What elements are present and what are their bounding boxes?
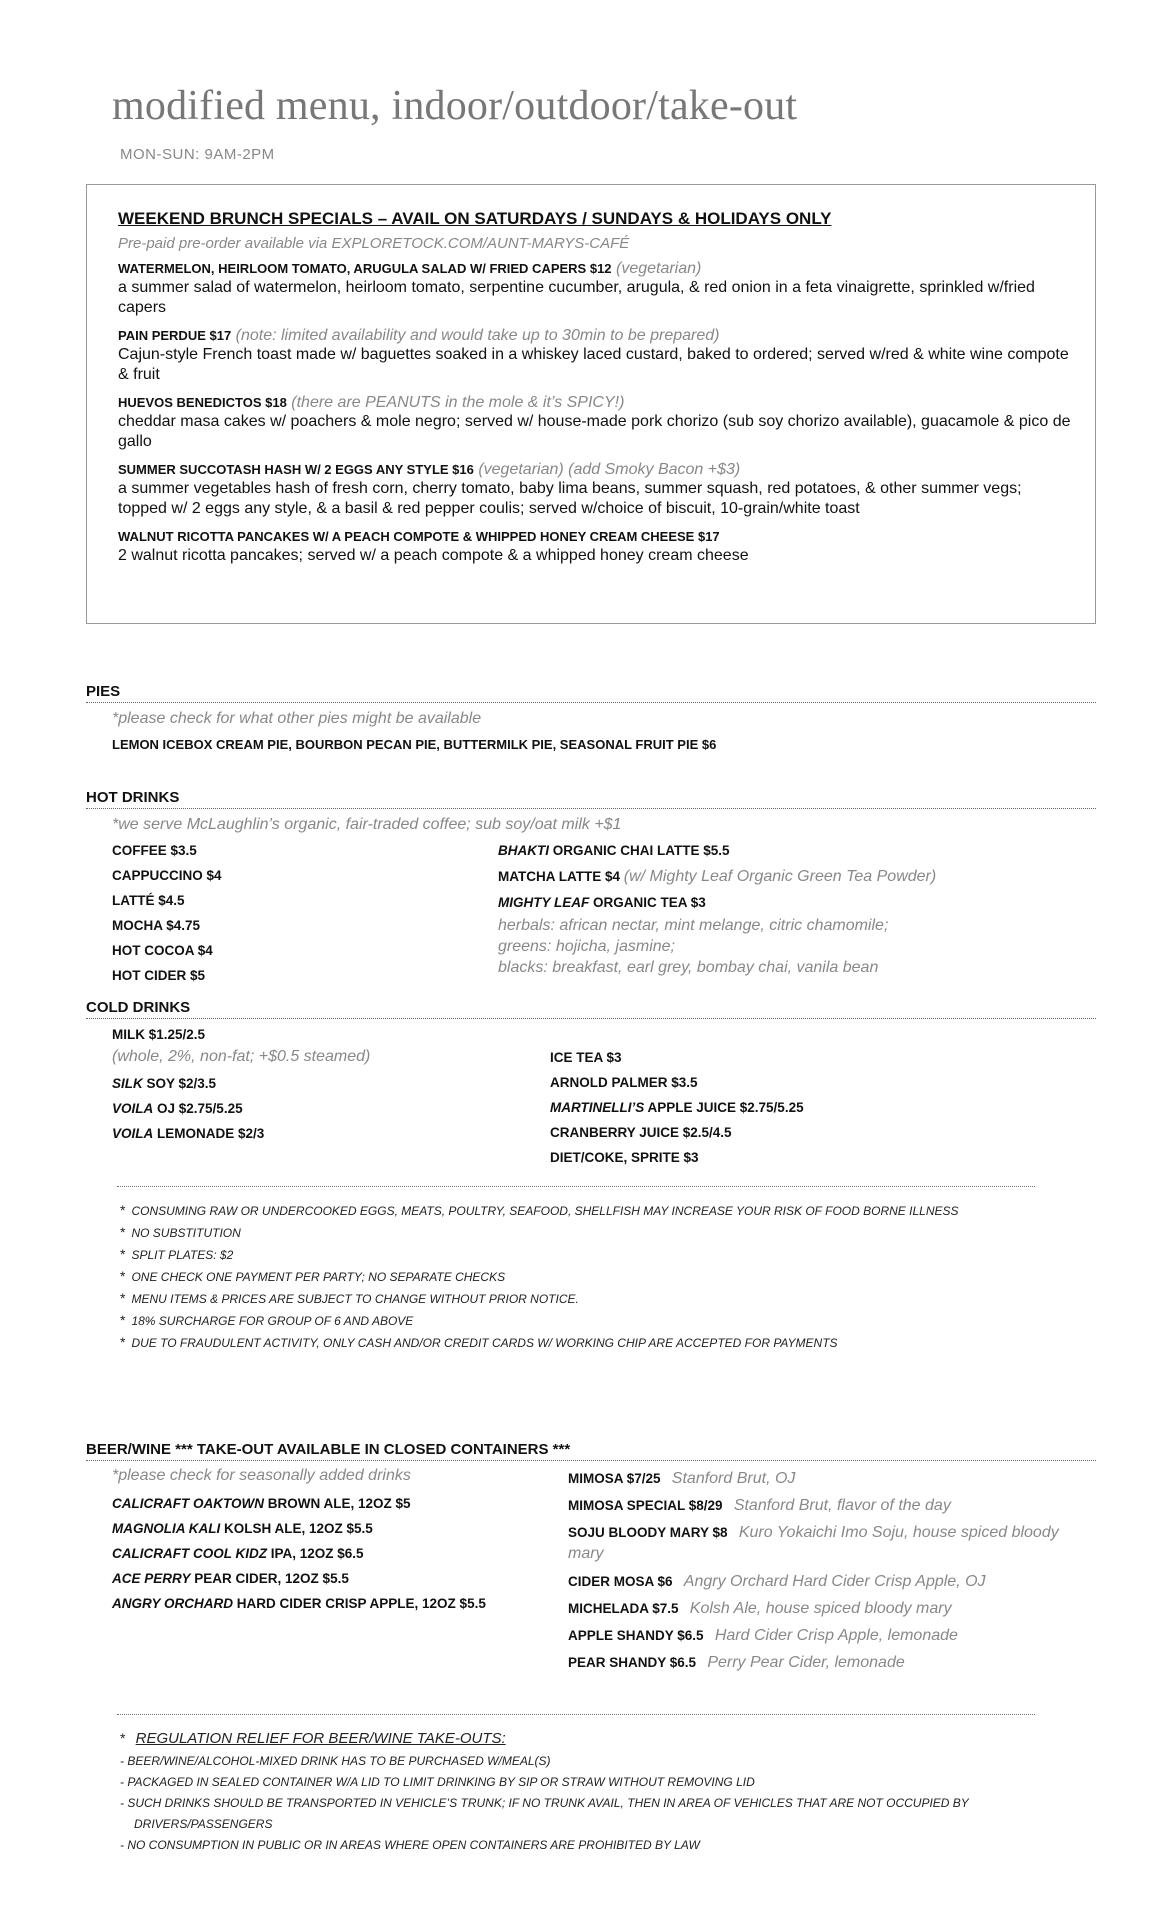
item-name: APPLE SHANDY $6.5 bbox=[568, 1628, 704, 1643]
menu-item: HOT CIDER $5 bbox=[112, 968, 206, 983]
menu-item-silk bbox=[112, 1071, 532, 1096]
item-note: Kolsh Ale, house spiced bloody mary bbox=[689, 1600, 952, 1617]
brunch-item bbox=[118, 327, 1073, 385]
disclaimer-text: MENU ITEMS & PRICES ARE SUBJECT TO CHANGE WITHOUT PRIOR NOTICE. bbox=[131, 1292, 579, 1306]
item-name: PEAR CIDER, 12OZ $5.5 bbox=[190, 1571, 349, 1586]
brunch-item bbox=[118, 260, 1073, 318]
brand-name: BHAKTI bbox=[498, 843, 549, 858]
menu-item-tea bbox=[498, 890, 1078, 915]
disclaimer-text: CONSUMING RAW OR UNDERCOOKED EGGS, MEATS, POULTRY, SEAFOOD, SHELLFISH MAY INCREASE YOUR RISK OF FOOD BORNE ILLNESS bbox=[131, 1204, 959, 1218]
disclaimer-text: NO SUBSTITUTION bbox=[131, 1226, 241, 1240]
disclaimer-item: * SPLIT PLATES: $2 bbox=[120, 1246, 234, 1262]
menu-item: MOCHA $4.75 bbox=[112, 918, 201, 933]
brand-name: ACE PERRY bbox=[112, 1571, 191, 1586]
brunch-specials-box bbox=[86, 184, 1096, 624]
item-note: Kuro Yokaichi Imo Soju, house spiced bloody mary bbox=[568, 1524, 1059, 1562]
brunch-item-name: HUEVOS BENEDICTOS $18 bbox=[118, 395, 287, 410]
pies-list: LEMON ICEBOX CREAM PIE, BOURBON PECAN PIE, BUTTERMILK PIE, SEASONAL FRUIT PIE $6 bbox=[112, 737, 717, 752]
divider bbox=[117, 1714, 1035, 1715]
menu-item-oj bbox=[112, 1096, 532, 1121]
brand-name: MAGNOLIA KALI bbox=[112, 1521, 221, 1536]
brunch-item-name: PAIN PERDUE $17 bbox=[118, 328, 232, 343]
item-name: APPLE JUICE $2.75/5.25 bbox=[644, 1100, 804, 1115]
item-name: LEMONADE $2/3 bbox=[153, 1126, 265, 1141]
menu-item: CAPPUCCINO $4 bbox=[112, 868, 222, 883]
cocktail-item bbox=[568, 1622, 1098, 1649]
regulation-heading: REGULATION RELIEF FOR BEER/WINE TAKE-OUTS: bbox=[135, 1730, 506, 1747]
beer-column bbox=[112, 1491, 552, 1616]
item-note: Angry Orchard Hard Cider Crisp Apple, OJ bbox=[683, 1573, 986, 1590]
beer-item bbox=[112, 1541, 552, 1566]
beer-wine-note: *please check for seasonally added drinks bbox=[112, 1467, 411, 1484]
item-name: HARD CIDER CRISP APPLE, 12OZ $5.5 bbox=[233, 1596, 486, 1611]
tea-blacks: blacks: breakfast, earl grey, bombay chai, vanila bean bbox=[498, 959, 879, 976]
cocktail-column bbox=[568, 1465, 1098, 1676]
regulation-line: - BEER/WINE/ALCOHOL-MIXED DRINK HAS TO BE PURCHASED W/MEAL(S) bbox=[120, 1754, 551, 1768]
regulation-line: - NO CONSUMPTION IN PUBLIC OR IN AREAS WHERE OPEN CONTAINERS ARE PROHIBITED BY LAW bbox=[120, 1838, 700, 1852]
brunch-item bbox=[118, 461, 1073, 519]
disclaimer-item: * NO SUBSTITUTION bbox=[120, 1224, 241, 1240]
brunch-item bbox=[118, 394, 1073, 452]
beer-item bbox=[112, 1566, 552, 1591]
cocktail-item bbox=[568, 1519, 1098, 1564]
pies-heading: PIES bbox=[86, 683, 1096, 703]
preorder-note: Pre-paid pre-order available via EXPLORETOCK.COM/AUNT-MARYS-CAFÉ bbox=[118, 235, 630, 252]
brand-name: CALICRAFT OAKTOWN bbox=[112, 1496, 264, 1511]
disclaimer-item: * CONSUMING RAW OR UNDERCOOKED EGGS, MEATS, POULTRY, SEAFOOD, SHELLFISH MAY INCREASE YOUR RISK OF FOOD BORNE ILLNESS bbox=[120, 1202, 959, 1218]
item-name: MIMOSA SPECIAL $8/29 bbox=[568, 1498, 723, 1513]
item-name: PEAR SHANDY $6.5 bbox=[568, 1655, 697, 1670]
item-name: ORGANIC TEA $3 bbox=[589, 895, 706, 910]
brunch-item-desc: a summer vegetables hash of fresh corn, cherry tomato, baby lima beans, summer squash, red potatoes, & other summer vegs; topped w/ 2 eggs any style, & a basil & red pepper coulis; served w/choice of biscuit, 10-grain/white toast bbox=[118, 480, 1022, 517]
item-note: Hard Cider Crisp Apple, lemonade bbox=[714, 1627, 958, 1644]
brand-name: VOILA bbox=[112, 1101, 154, 1116]
brunch-item-desc: a summer salad of watermelon, heirloom tomato, serpentine cucumber, arugula, & red onion in a feta vinaigrette, sprinkled w/fried capers bbox=[118, 279, 1035, 316]
disclaimer-item: * ONE CHECK ONE PAYMENT PER PARTY; NO SEPARATE CHECKS bbox=[120, 1268, 506, 1284]
regulation-line: - SUCH DRINKS SHOULD BE TRANSPORTED IN VEHICLE’S TRUNK; IF NO TRUNK AVAIL, THEN IN AREA OF VEHICLES THAT ARE NOT OCCUPIED BY DRIVERS/PASSENGERS bbox=[120, 1796, 969, 1831]
tea-greens: greens: hojicha, jasmine; bbox=[498, 938, 675, 955]
item-name: KOLSH ALE, 12OZ $5.5 bbox=[220, 1521, 373, 1536]
cocktail-item bbox=[568, 1649, 1098, 1676]
brand-name: ANGRY ORCHARD bbox=[112, 1596, 234, 1611]
brand-name: SILK bbox=[112, 1076, 143, 1091]
menu-item-matcha bbox=[498, 864, 1078, 889]
brand-name: MIGHTY LEAF bbox=[498, 895, 590, 910]
regulation-heading-row: * REGULATION RELIEF FOR BEER/WINE TAKE-OUTS: bbox=[120, 1730, 506, 1747]
disclaimer-text: ONE CHECK ONE PAYMENT PER PARTY; NO SEPARATE CHECKS bbox=[131, 1270, 506, 1284]
pies-note: *please check for what other pies might be available bbox=[112, 710, 482, 727]
hot-drinks-right-column bbox=[498, 838, 1078, 978]
item-note: Stanford Brut, flavor of the day bbox=[733, 1497, 951, 1514]
cold-drinks-heading: COLD DRINKS bbox=[86, 999, 1096, 1019]
item-name: SOJU BLOODY MARY $8 bbox=[568, 1525, 728, 1540]
brunch-heading: WEEKEND BRUNCH SPECIALS – AVAIL ON SATURDAYS / SUNDAYS & HOLIDAYS ONLY bbox=[118, 209, 832, 228]
menu-item: COFFEE $3.5 bbox=[112, 843, 197, 858]
brunch-item-note: (note: limited availability and would take up to 30min to be prepared) bbox=[235, 327, 720, 344]
menu-item: HOT COCOA $4 bbox=[112, 943, 213, 958]
beer-item bbox=[112, 1491, 552, 1516]
brunch-item-note: (vegetarian) bbox=[615, 260, 702, 277]
brunch-item-name: WATERMELON, HEIRLOOM TOMATO, ARUGULA SALAD W/ FRIED CAPERS $12 bbox=[118, 261, 612, 276]
menu-item: CRANBERRY JUICE $2.5/4.5 bbox=[550, 1125, 732, 1140]
item-name: MIMOSA $7/25 bbox=[568, 1471, 661, 1486]
beer-item bbox=[112, 1591, 552, 1616]
menu-item-chai bbox=[498, 838, 1078, 863]
brunch-item-name: SUMMER SUCCOTASH HASH W/ 2 EGGS ANY STYLE $16 bbox=[118, 462, 474, 477]
menu-item: ICE TEA $3 bbox=[550, 1050, 622, 1065]
cold-drinks-left-column bbox=[112, 1024, 532, 1146]
beer-wine-heading: BEER/WINE *** TAKE-OUT AVAILABLE IN CLOSED CONTAINERS *** bbox=[86, 1441, 1096, 1461]
cold-drinks-right-column bbox=[550, 1045, 1050, 1170]
item-name: SOY $2/3.5 bbox=[142, 1076, 217, 1091]
cocktail-item bbox=[568, 1595, 1098, 1622]
brunch-item-note: (vegetarian) (add Smoky Bacon +$3) bbox=[478, 461, 741, 478]
brunch-item-desc: 2 walnut ricotta pancakes; served w/ a peach compote & a whipped honey cream cheese bbox=[118, 547, 749, 564]
item-note: Perry Pear Cider, lemonade bbox=[707, 1654, 905, 1671]
disclaimer-text: SPLIT PLATES: $2 bbox=[131, 1248, 234, 1262]
beer-item bbox=[112, 1516, 552, 1541]
brunch-item-desc: cheddar masa cakes w/ poachers & mole negro; served w/ house-made pork chorizo (sub soy chorizo available), guacamole & pico de gallo bbox=[118, 413, 1071, 450]
brunch-item-name: WALNUT RICOTTA PANCAKES W/ A PEACH COMPOTE & WHIPPED HONEY CREAM CHEESE $17 bbox=[118, 529, 720, 544]
brand-name: CALICRAFT COOL KIDZ bbox=[112, 1546, 267, 1561]
cocktail-item bbox=[568, 1492, 1098, 1519]
menu-item: ARNOLD PALMER $3.5 bbox=[550, 1075, 698, 1090]
milk-note: (whole, 2%, non-fat; +$0.5 steamed) bbox=[112, 1048, 371, 1065]
item-note: Stanford Brut, OJ bbox=[671, 1470, 796, 1487]
brunch-item bbox=[118, 528, 1073, 566]
disclaimer-list bbox=[120, 1200, 1080, 1354]
disclaimer-item: * 18% SURCHARGE FOR GROUP OF 6 AND ABOVE bbox=[120, 1312, 414, 1328]
cocktail-item bbox=[568, 1465, 1098, 1492]
menu-item-martinelli bbox=[550, 1095, 1050, 1120]
disclaimer-item: * MENU ITEMS & PRICES ARE SUBJECT TO CHANGE WITHOUT PRIOR NOTICE. bbox=[120, 1290, 579, 1306]
menu-item: DIET/COKE, SPRITE $3 bbox=[550, 1150, 699, 1165]
item-name: ORGANIC CHAI LATTE $5.5 bbox=[549, 843, 730, 858]
item-name: BROWN ALE, 12OZ $5 bbox=[263, 1496, 411, 1511]
regulation-section bbox=[120, 1728, 1050, 1856]
item-name: MATCHA LATTE $4 bbox=[498, 869, 620, 884]
hot-drinks-note: *we serve McLaughlin’s organic, fair-traded coffee; sub soy/oat milk +$1 bbox=[112, 816, 622, 833]
cocktail-item bbox=[568, 1568, 1098, 1595]
page-title: modified menu, indoor/outdoor/take-out bbox=[112, 83, 798, 129]
disclaimer-text: DUE TO FRAUDULENT ACTIVITY, ONLY CASH AND/OR CREDIT CARDS W/ WORKING CHIP ARE ACCEPTED FOR PAYMENTS bbox=[131, 1336, 838, 1350]
brunch-item-desc: Cajun-style French toast made w/ baguettes soaked in a whiskey laced custard, baked to ordered; served w/red & white wine compote & fruit bbox=[118, 346, 1069, 383]
brunch-item-note: (there are PEANUTS in the mole & it’s SPICY!) bbox=[291, 394, 625, 411]
item-name: OJ $2.75/5.25 bbox=[153, 1101, 243, 1116]
disclaimer-item: * DUE TO FRAUDULENT ACTIVITY, ONLY CASH AND/OR CREDIT CARDS W/ WORKING CHIP ARE ACCEPTED FOR PAYMENTS bbox=[120, 1334, 838, 1350]
tea-herbals: herbals: african nectar, mint melange, citric chamomile; bbox=[498, 917, 889, 934]
item-name: IPA, 12OZ $6.5 bbox=[267, 1546, 364, 1561]
item-note: (w/ Mighty Leaf Organic Green Tea Powder) bbox=[623, 868, 937, 885]
brand-name: VOILA bbox=[112, 1126, 154, 1141]
menu-item: LATTÉ $4.5 bbox=[112, 893, 185, 908]
hot-drinks-heading: HOT DRINKS bbox=[86, 789, 1096, 809]
item-name: MICHELADA $7.5 bbox=[568, 1601, 679, 1616]
item-name: CIDER MOSA $6 bbox=[568, 1574, 673, 1589]
divider bbox=[117, 1186, 1035, 1187]
menu-item-lemonade bbox=[112, 1121, 532, 1146]
opening-hours: MON-SUN: 9AM-2PM bbox=[120, 146, 275, 163]
menu-item-milk: MILK $1.25/2.5 bbox=[112, 1027, 206, 1042]
regulation-line: - PACKAGED IN SEALED CONTAINER W/A LID TO LIMIT DRINKING BY SIP OR STRAW WITHOUT REMOVING LID bbox=[120, 1775, 755, 1789]
disclaimer-text: 18% SURCHARGE FOR GROUP OF 6 AND ABOVE bbox=[131, 1314, 414, 1328]
hot-drinks-left-column bbox=[112, 838, 482, 988]
brand-name: MARTINELLI’S bbox=[550, 1100, 645, 1115]
